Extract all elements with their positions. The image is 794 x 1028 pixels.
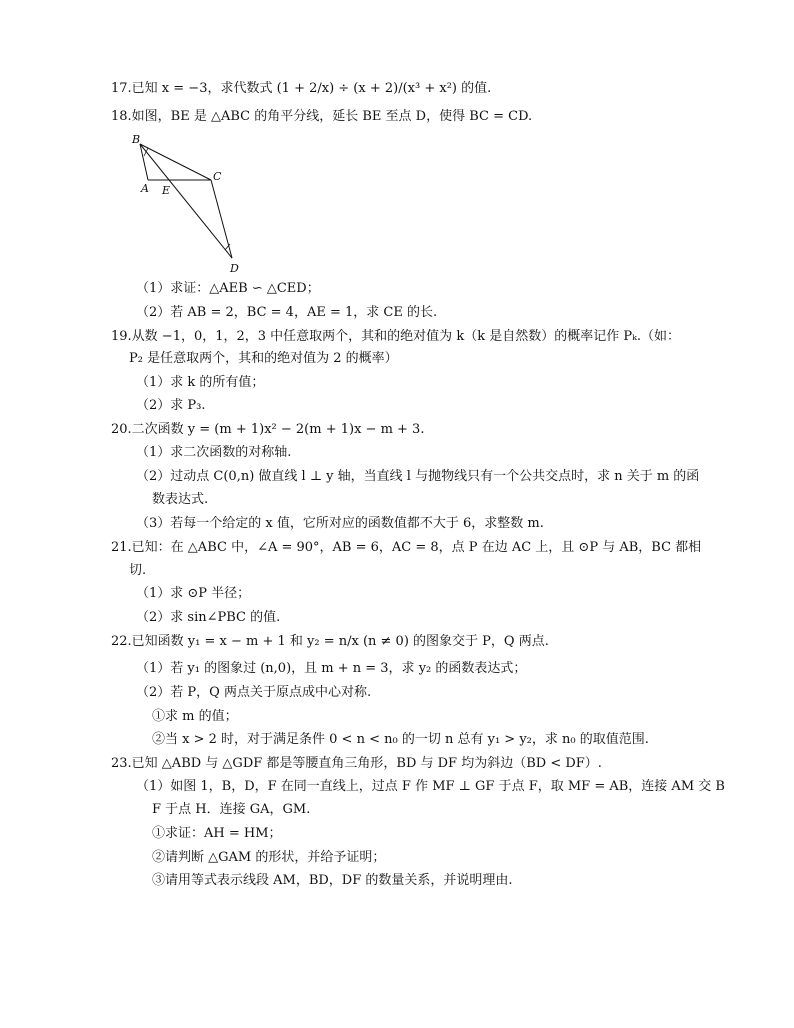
q23-part1: （1）如图 1，B，D，F 在同一直线上，过点 F 作 MF ⊥ GF 于点 F，取 MF = AB，连接 AM 交 B	[136, 779, 725, 794]
q19-line: 19.从数 −1，0，1，2，3 中任意取两个，其和的绝对值为 k（k 是自然数）的概率记作 Pₖ.（如：	[111, 329, 680, 344]
q22-part1: （1）若 y₁ 的图象过 (n,0)，且 m + n = 3，求 y₂ 的函数表达式；	[136, 661, 527, 676]
q22-sub2: ②当 x > 2 时，对于满足条件 0 < n < n₀ 的一切 n 总有 y₁ > y₂，求 n₀ 的取值范围.	[152, 732, 649, 747]
q20-line: 20.二次函数 y = (m + 1)x² − 2(m + 1)x − m + 3.	[111, 422, 425, 437]
q23-sub2: ②请判断 △GAM 的形状，并给予证明；	[152, 850, 386, 865]
q23-line: 23.已知 △ABD 与 △GDF 都是等腰直角三角形，BD 与 DF 均为斜边（BD < DF）.	[111, 756, 602, 771]
q21-part2: （2）求 sin∠PBC 的值.	[136, 610, 281, 625]
q23-part1-cont: F 于点 H．连接 GA，GM.	[152, 802, 311, 817]
q23-sub1: ①求证：AH = HM；	[152, 826, 282, 841]
label-b: B	[132, 133, 141, 146]
q18-part1: （1）求证：△AEB ∽ △CED；	[136, 281, 320, 296]
segment-bc	[140, 144, 211, 180]
q19-part2: （2）求 P₃.	[136, 398, 206, 413]
q19-part1: （1）求 k 的所有值；	[136, 375, 265, 390]
q20-part1: （1）求二次函数的对称轴.	[136, 445, 292, 460]
triangle-figure-svg	[128, 132, 248, 277]
q22-line: 22.已知函数 y₁ = x − m + 1 和 y₂ = n/x (n ≠ 0) 的图象交于 P，Q 两点.	[111, 634, 549, 649]
label-d: D	[230, 262, 239, 275]
label-a: A	[141, 182, 149, 195]
triangle-figure	[128, 132, 248, 277]
q17-line: 17.已知 x = −3，求代数式 (1 + 2/x) ÷ (x + 2)/(x³ + x²) 的值.	[111, 81, 492, 96]
segment-bd	[140, 144, 232, 258]
label-c: C	[213, 170, 222, 183]
q20-part2: （2）过动点 C(0,n) 做直线 l ⊥ y 轴，当直线 l 与抛物线只有一个公共交点时，求 n 关于 m 的函	[136, 469, 700, 484]
q22-part2: （2）若 P，Q 两点关于原点成中心对称.	[136, 685, 372, 700]
q18-part2: （2）若 AB = 2，BC = 4，AE = 1，求 CE 的长.	[136, 305, 438, 320]
q21-line: 21.已知：在 △ABC 中，∠A = 90°，AB = 6，AC = 8，点 P 在边 AC 上，且 ⊙P 与 AB，BC 都相	[111, 540, 702, 555]
q20-part2-cont: 数表达式.	[152, 492, 209, 507]
q18-line: 18.如图，BE 是 △ABC 的角平分线，延长 BE 至点 D，使得 BC = CD.	[111, 109, 533, 124]
q21-line-cont: 切.	[129, 563, 147, 578]
q23-sub3: ③请用等式表示线段 AM，BD，DF 的数量关系，并说明理由.	[152, 873, 513, 888]
label-e: E	[162, 184, 171, 197]
q19-line-cont: P₂ 是任意取两个，其和的绝对值为 2 的概率）	[129, 351, 398, 366]
q20-part3: （3）若每一个给定的 x 值，它所对应的函数值都不大于 6，求整数 m.	[136, 516, 544, 531]
q22-sub1: ①求 m 的值；	[152, 709, 238, 724]
segment-cd	[211, 180, 232, 258]
q21-part1: （1）求 ⊙P 半径；	[136, 586, 251, 601]
